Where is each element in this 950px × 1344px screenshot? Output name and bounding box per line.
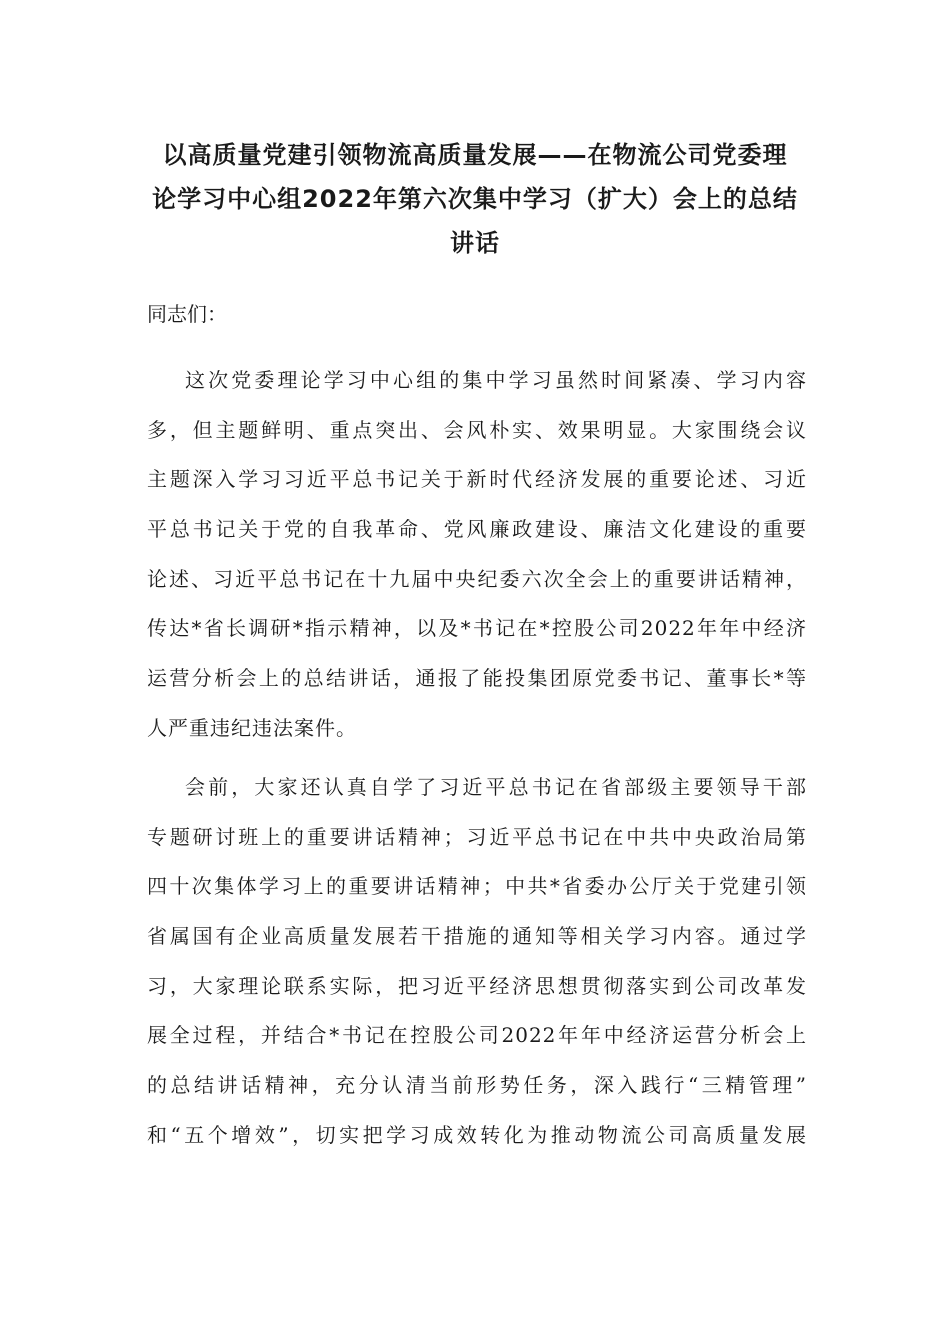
paragraph-line: 这次党委理论学习中心组的集中学习虽然时间紧凑、学习内容 <box>185 368 807 392</box>
paragraph-line: 主题深入学习习近平总书记关于新时代经济发展的重要论述、习近 <box>147 467 807 492</box>
paragraph-line: 四十次集体学习上的重要讲话精神；中共*省委办公厅关于党建引领 <box>147 874 807 899</box>
paragraph-line: 传达*省长调研*指示精神，以及*书记在*控股公司2022年年中经济 <box>147 616 807 641</box>
paragraph-line: 人严重违纪违法案件。 <box>147 715 357 740</box>
paragraph-line: 论述、习近平总书记在十九届中央纪委六次全会上的重要讲话精神， <box>147 566 807 591</box>
title-line: 以高质量党建引领物流高质量发展——在物流公司党委理 <box>162 141 788 169</box>
paragraph-1 <box>147 356 807 754</box>
paragraph-line: 省属国有企业高质量发展若干措施的通知等相关学习内容。通过学 <box>147 924 807 949</box>
paragraph-line: 展全过程，并结合*书记在控股公司2022年年中经济运营分析会上 <box>147 1023 807 1048</box>
paragraph-line: 专题研讨班上的重要讲话精神；习近平总书记在中共中央政治局第 <box>147 824 807 849</box>
paragraph-line: 会前，大家还认真自学了习近平总书记在省部级主要领导干部 <box>185 775 807 799</box>
paragraph-line: 平总书记关于党的自我革命、党风廉政建设、廉洁文化建设的重要 <box>147 517 807 542</box>
paragraph-line: 运营分析会上的总结讲话，通报了能投集团原党委书记、董事长*等 <box>147 666 807 691</box>
paragraph-2 <box>147 763 807 1161</box>
paragraph-line: 和“五个增效”，切实把学习成效转化为推动物流公司高质量发展 <box>147 1122 807 1147</box>
title-line: 论学习中心组2022年第六次集中学习（扩大）会上的总结 <box>152 185 798 213</box>
title-line: 讲话 <box>450 229 500 257</box>
salutation: 同志们： <box>147 302 227 326</box>
paragraph-line: 的总结讲话精神，充分认清当前形势任务，深入践行“三精管理” <box>147 1073 807 1098</box>
document-title <box>140 133 810 265</box>
paragraph-line: 多，但主题鲜明、重点突出、会风朴实、效果明显。大家围绕会议 <box>147 417 807 442</box>
paragraph-line: 习，大家理论联系实际，把习近平经济思想贯彻落实到公司改革发 <box>147 973 807 998</box>
